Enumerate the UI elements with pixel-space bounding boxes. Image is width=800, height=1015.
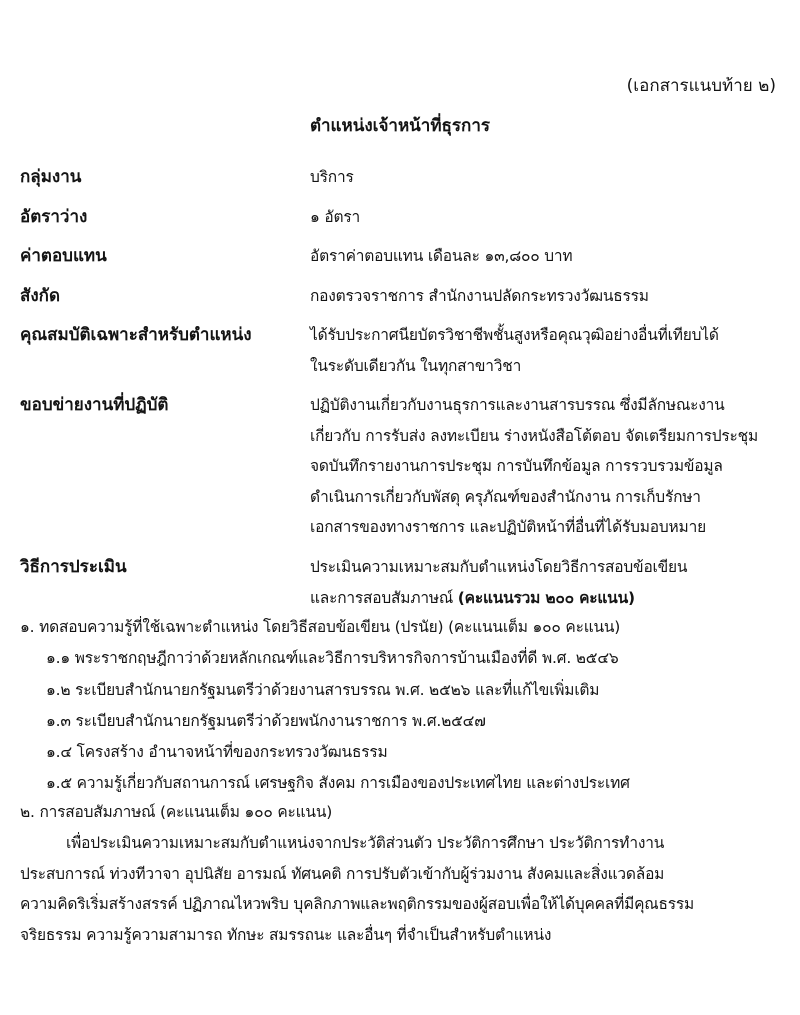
section1-item: ๑.๓ ระเบียบสำนักนายกรัฐมนตรีว่าด้วยพนักงานราชการ พ.ศ.๒๕๔๗ <box>46 712 486 730</box>
field-group-value: บริการ <box>310 168 354 186</box>
field-vacancy-label: อัตราว่าง <box>20 207 88 227</box>
attachment-note: (เอกสารแนบท้าย ๒) <box>626 76 776 96</box>
field-qualification-label: คุณสมบัติเฉพาะสำหรับตำแหน่ง <box>20 325 252 345</box>
field-evaluation-value <box>310 552 790 613</box>
section1-item: ๑.๔ โครงสร้าง อำนาจหน้าที่ของกระทรวงวัฒนธรรม <box>46 743 388 761</box>
field-group-label: กลุ่มงาน <box>20 167 82 187</box>
field-pay-label: ค่าตอบแทน <box>20 246 107 266</box>
section1-item: ๑.๒ ระเบียบสำนักนายกรัฐมนตรีว่าด้วยงานสารบรรณ พ.ศ. ๒๕๒๖ และที่แก้ไขเพิ่มเติม <box>46 681 600 699</box>
field-affiliation-value: กองตรวจราชการ สำนักงานปลัดกระทรวงวัฒนธรรม <box>310 287 649 305</box>
field-evaluation-label: วิธีการประเมิน <box>20 557 127 577</box>
paragraph-line: ประสบการณ์ ท่วงทีวาจา อุปนิสัย อารมณ์ ทัศนคติ การปรับตัวเข้ากับผู้ร่วมงาน สังคมและสิ่งแวดล้อม <box>20 864 665 883</box>
paragraph-line: จริยธรรม ความรู้ความสามารถ ทักษะ สมรรถนะ และอื่นๆ ที่จำเป็นสำหรับตำแหน่ง <box>20 925 552 944</box>
section1-item: ๑.๑ พระราชกฤษฎีกาว่าด้วยหลักเกณฑ์และวิธีการบริหารกิจการบ้านเมืองที่ดี พ.ศ. ๒๕๔๖ <box>46 649 619 667</box>
evaluation-line <box>310 583 790 614</box>
paragraph-line: ความคิดริเริ่มสร้างสรรค์ ปฏิภาณไหวพริบ บุคลิกภาพและพฤติกรรมของผู้สอบเพื่อให้ได้บุคคลที่มีคุณธรรม <box>20 895 695 913</box>
field-affiliation-label: สังกัด <box>20 286 61 306</box>
scope-line: จดบันทึกรายงานการประชุม การบันทึกข้อมูล การรวบรวมข้อมูล <box>310 457 723 475</box>
field-scope-label: ขอบข่ายงานที่ปฏิบัติ <box>20 395 169 415</box>
evaluation-text: และการสอบสัมภาษณ์ <box>310 588 458 607</box>
qualification-line: ในระดับเดียวกัน ในทุกสาขาวิชา <box>310 356 522 375</box>
scope-line: เกี่ยวกับ การรับส่ง ลงทะเบียน ร่างหนังสือโต้ตอบ จัดเตรียมการประชุม <box>310 426 758 445</box>
paragraph-line: เพื่อประเมินความเหมาะสมกับตำแหน่งจากประวัติส่วนตัว ประวัติการศึกษา ประวัติการทำงาน <box>66 834 665 852</box>
section1-item: ๑.๕ ความรู้เกี่ยวกับสถานการณ์ เศรษฐกิจ สังคม การเมืองของประเทศไทย และต่างประเทศ <box>46 774 630 792</box>
page-title: ตำแหน่งเจ้าหน้าที่ธุรการ <box>309 116 491 136</box>
field-qualification-value <box>310 320 790 381</box>
section2-paragraph <box>20 828 790 950</box>
total-score: (คะแนนรวม ๒๐๐ คะแนน) <box>457 588 635 607</box>
qualification-line: ได้รับประกาศนียบัตรวิชาชีพชั้นสูงหรือคุณวุฒิอย่างอื่นที่เทียบได้ <box>310 326 719 344</box>
scope-line: เอกสารของทางราชการ และปฏิบัติหน้าที่อื่นที่ได้รับมอบหมาย <box>310 518 706 536</box>
scope-line: ปฏิบัติงานเกี่ยวกับงานธุรการและงานสารบรรณ ซึ่งมีลักษณะงาน <box>310 396 725 414</box>
scope-line: ดำเนินการเกี่ยวกับพัสดุ ครุภัณฑ์ของสำนักงาน การเก็บรักษา <box>310 487 701 506</box>
section2-heading: ๒. การสอบสัมภาษณ์ (คะแนนเต็ม ๑๐๐ คะแนน) <box>20 803 333 821</box>
evaluation-line: ประเมินความเหมาะสมกับตำแหน่งโดยวิธีการสอบข้อเขียน <box>310 558 688 576</box>
field-pay-value: อัตราค่าตอบแทน เดือนละ ๑๓,๘๐๐ บาท <box>310 247 573 265</box>
field-scope-value <box>310 390 790 543</box>
field-vacancy-value: ๑ อัตรา <box>310 208 360 226</box>
section1-heading: ๑. ทดสอบความรู้ที่ใช้เฉพาะตำแหน่ง โดยวิธีสอบข้อเขียน (ปรนัย) (คะแนนเต็ม ๑๐๐ คะแนน) <box>20 618 621 636</box>
